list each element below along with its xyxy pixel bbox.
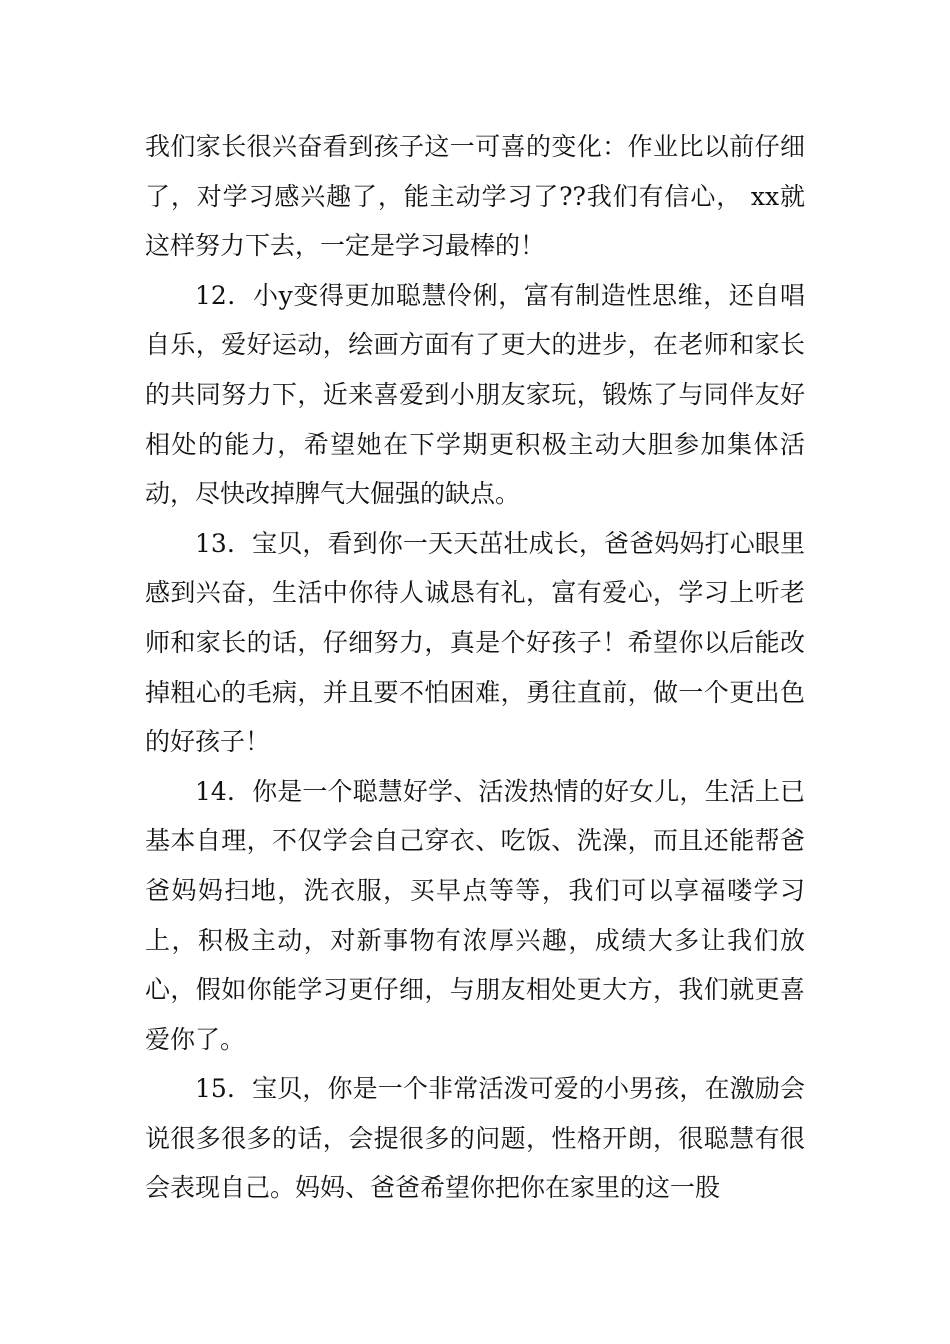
document-body (145, 122, 805, 1213)
paragraph-item-14: 14．你是一个聪慧好学、活泼热情的好女儿，生活上已基本自理，不仅学会自己穿衣、吃饭、洗澡，而且还能帮爸爸妈妈扫地，洗衣服，买早点等等，我们可以享福喽学习上，积极主动，对新事物有浓厚兴趣，成绩大多让我们放心，假如你能学习更仔细，与朋友相处更大方，我们就更喜爱你了。 (145, 776, 805, 1054)
paragraph-continued: 我们家长很兴奋看到孩子这一可喜的变化：作业比以前仔细了，对学习感兴趣了，能主动学习了??我们有信心， xx就这样努力下去，一定是学习最棒的！ (145, 132, 805, 261)
paragraph-item-12: 12．小y变得更加聪慧伶俐，富有制造性思维，还自唱自乐，爱好运动，绘画方面有了更大的进步，在老师和家长的共同努力下，近来喜爱到小朋友家玩，锻炼了与同伴友好相处的能力，希望她在下学期更积极主动大胆参加集体活动，尽快改掉脾气大倔强的缺点。 (145, 280, 805, 509)
paragraph-item-13: 13．宝贝，看到你一天天茁壮成长，爸爸妈妈打心眼里感到兴奋，生活中你待人诚恳有礼，富有爱心，学习上听老师和家长的话，仔细努力，真是个好孩子！希望你以后能改掉粗心的毛病，并且要不怕困难，勇往直前，做一个更出色的好孩子！ (145, 528, 805, 757)
paragraph-item-15: 15．宝贝，你是一个非常活泼可爱的小男孩，在激励会说很多很多的话，会提很多的问题，性格开朗，很聪慧有很会表现自己。妈妈、爸爸希望你把你在家里的这一股 (145, 1074, 805, 1203)
